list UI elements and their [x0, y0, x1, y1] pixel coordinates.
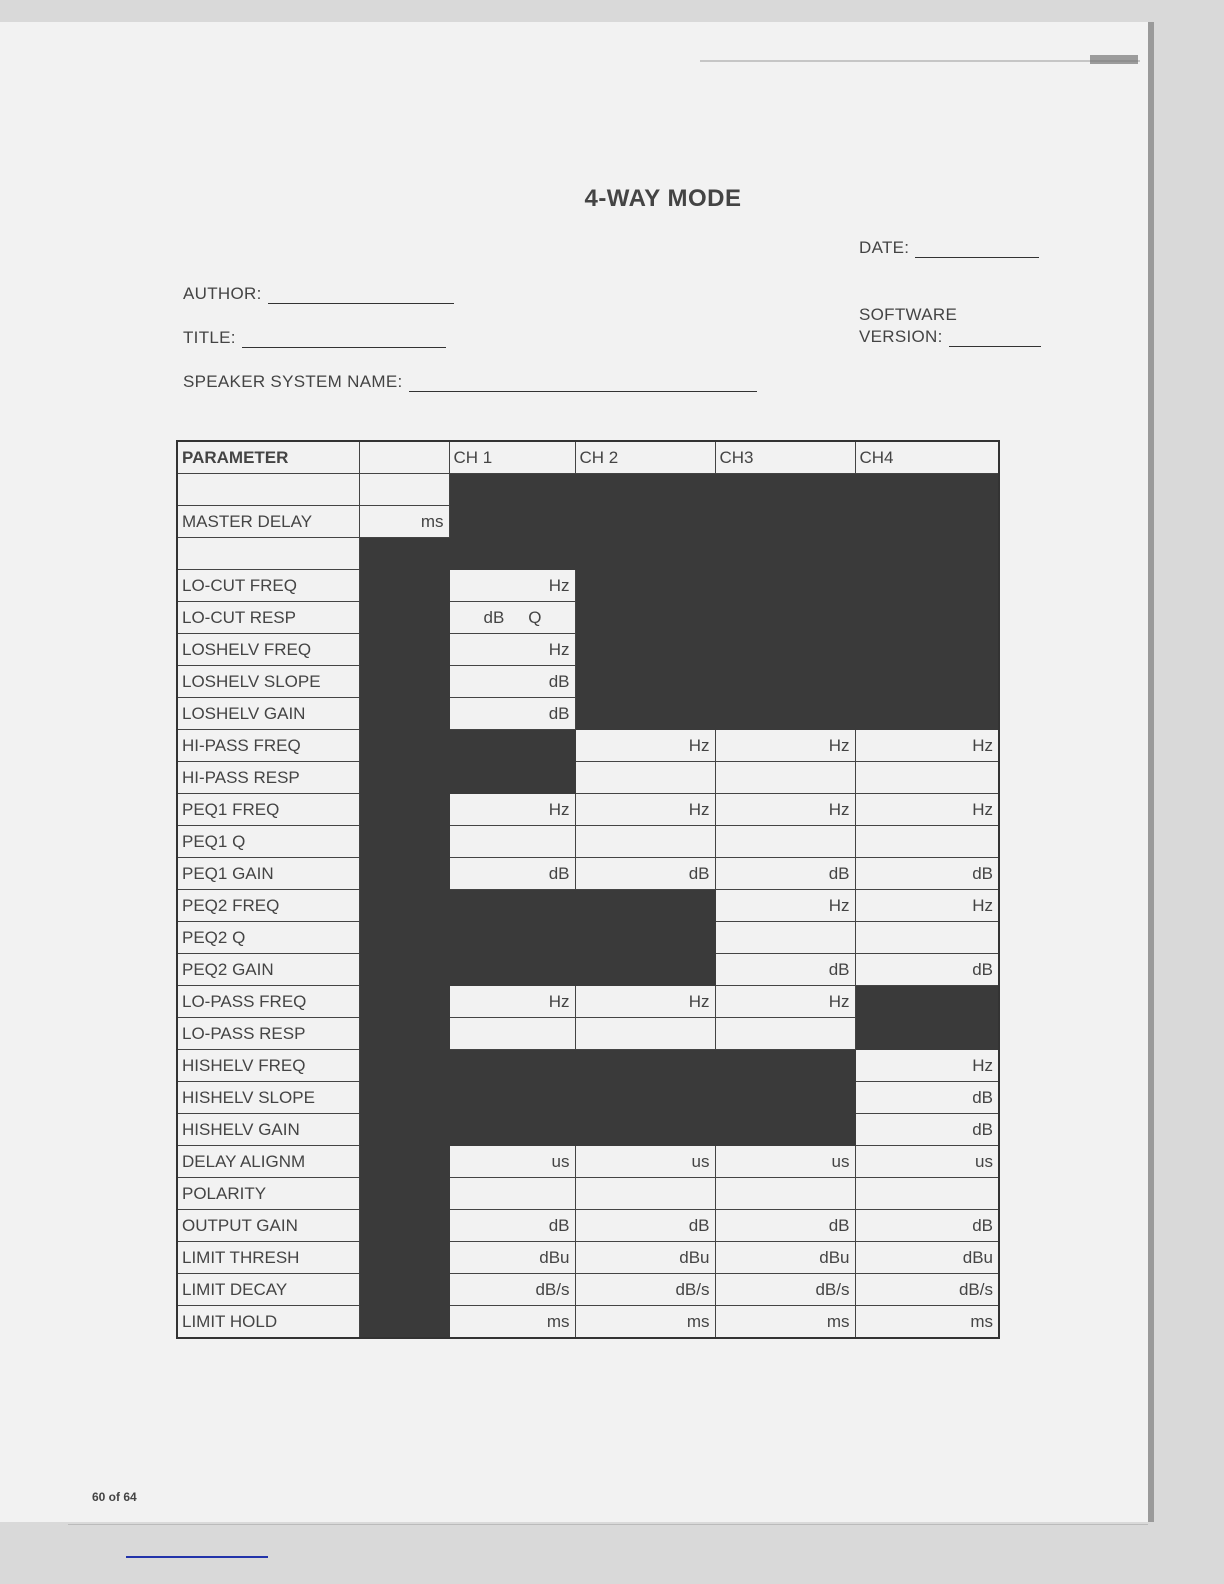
- ch3-cell-shaded: [715, 570, 855, 602]
- ch3-cell-shaded: [715, 1050, 855, 1082]
- parameter-label: LO-CUT RESP: [177, 602, 359, 634]
- page-title: 4-WAY MODE: [584, 185, 742, 212]
- unit-cell-shaded: [359, 922, 449, 954]
- parameter-label: LO-PASS FREQ: [177, 986, 359, 1018]
- parameter-label: LIMIT HOLD: [177, 1306, 359, 1339]
- unit-cell-shaded: [359, 666, 449, 698]
- header-ch3: CH3: [715, 441, 855, 474]
- ch4-cell[interactable]: dB: [855, 1210, 999, 1242]
- unit-cell-shaded: [359, 858, 449, 890]
- ch2-cell-shaded: [575, 890, 715, 922]
- parameter-label: LIMIT THRESH: [177, 1242, 359, 1274]
- table-row: [177, 794, 999, 826]
- ch2-cell[interactable]: [575, 1178, 715, 1210]
- ch4-cell[interactable]: Hz: [855, 794, 999, 826]
- parameter-label: HISHELV GAIN: [177, 1114, 359, 1146]
- ch3-cell-shaded: [715, 602, 855, 634]
- author-field: [183, 284, 454, 304]
- speaker-system-field: [183, 372, 757, 392]
- ch3-cell[interactable]: Hz: [715, 986, 855, 1018]
- ch3-cell[interactable]: dB: [715, 858, 855, 890]
- parameter-label: HISHELV SLOPE: [177, 1082, 359, 1114]
- ch2-cell-shaded: [575, 602, 715, 634]
- unit-cell-shaded: [359, 570, 449, 602]
- ch3-cell-shaded: [715, 666, 855, 698]
- unit-q: Q: [528, 607, 542, 627]
- ch4-cell-shaded: [855, 474, 999, 506]
- ch3-cell-shaded: [715, 474, 855, 506]
- unit-cell-shaded: [359, 1114, 449, 1146]
- ch2-cell[interactable]: dB: [575, 858, 715, 890]
- ch4-cell[interactable]: [855, 1178, 999, 1210]
- parameter-label: PEQ2 FREQ: [177, 890, 359, 922]
- ch4-cell-shaded: [855, 538, 999, 570]
- ch1-cell[interactable]: [449, 826, 575, 858]
- table-row: [177, 826, 999, 858]
- software-version-label: VERSION:: [859, 327, 943, 346]
- ch1-cell[interactable]: Hz: [449, 794, 575, 826]
- link-underline: [126, 1556, 268, 1558]
- ch3-cell[interactable]: dB/s: [715, 1274, 855, 1306]
- unit-db: dB: [483, 607, 505, 627]
- software-version-field: [859, 327, 1041, 347]
- ch3-cell-shaded: [715, 1082, 855, 1114]
- parameter-label: DELAY ALIGNM: [177, 1146, 359, 1178]
- ch4-cell[interactable]: Hz: [855, 890, 999, 922]
- header-ch2: CH 2: [575, 441, 715, 474]
- parameter-label: [177, 538, 359, 570]
- ch2-cell[interactable]: us: [575, 1146, 715, 1178]
- parameter-label: LOSHELV GAIN: [177, 698, 359, 730]
- parameter-label: LOSHELV SLOPE: [177, 666, 359, 698]
- parameter-label: LO-PASS RESP: [177, 1018, 359, 1050]
- ch1-cell-shaded: [449, 730, 575, 762]
- ch3-cell[interactable]: Hz: [715, 890, 855, 922]
- ch4-cell-shaded: [855, 634, 999, 666]
- table-row: [177, 474, 999, 506]
- ch1-cell-shaded: [449, 474, 575, 506]
- table-row: [177, 762, 999, 794]
- ch2-cell[interactable]: [575, 826, 715, 858]
- ch4-cell[interactable]: Hz: [855, 730, 999, 762]
- ch3-cell[interactable]: us: [715, 1146, 855, 1178]
- scan-artifact-mark: [1090, 55, 1138, 64]
- ch3-cell-shaded: [715, 538, 855, 570]
- software-version-input-line[interactable]: [949, 346, 1041, 347]
- parameter-label: PEQ1 GAIN: [177, 858, 359, 890]
- parameter-label: HISHELV FREQ: [177, 1050, 359, 1082]
- table-row: [177, 698, 999, 730]
- ch1-cell[interactable]: Hz: [449, 986, 575, 1018]
- ch1-cell-shaded: [449, 506, 575, 538]
- unit-cell[interactable]: [359, 474, 449, 506]
- author-input-line[interactable]: [268, 303, 454, 304]
- ch3-cell-shaded: [715, 634, 855, 666]
- table-row: [177, 1242, 999, 1274]
- ch4-cell-shaded: [855, 986, 999, 1018]
- ch4-cell-shaded: [855, 570, 999, 602]
- table-row: [177, 1306, 999, 1339]
- ch1-cell[interactable]: dB: [449, 666, 575, 698]
- date-field: [859, 238, 1039, 258]
- ch2-cell-shaded: [575, 666, 715, 698]
- ch3-cell[interactable]: [715, 1018, 855, 1050]
- header-unit: [359, 441, 449, 474]
- unit-cell[interactable]: ms: [359, 506, 449, 538]
- ch4-cell[interactable]: dB: [855, 1114, 999, 1146]
- ch1-cell-shaded: [449, 890, 575, 922]
- unit-cell-shaded: [359, 986, 449, 1018]
- parameter-label: MASTER DELAY: [177, 506, 359, 538]
- parameter-label: PEQ1 Q: [177, 826, 359, 858]
- ch2-cell-shaded: [575, 506, 715, 538]
- unit-cell-shaded: [359, 1018, 449, 1050]
- ch3-cell-shaded: [715, 506, 855, 538]
- ch4-cell[interactable]: ms: [855, 1306, 999, 1339]
- parameter-label: OUTPUT GAIN: [177, 1210, 359, 1242]
- unit-cell-shaded: [359, 698, 449, 730]
- table-row: [177, 1178, 999, 1210]
- table-row: [177, 602, 999, 634]
- table-row: [177, 954, 999, 986]
- ch3-cell[interactable]: [715, 1178, 855, 1210]
- table-row: [177, 666, 999, 698]
- ch4-cell[interactable]: dB: [855, 1082, 999, 1114]
- table-row: [177, 1146, 999, 1178]
- ch1-cell[interactable]: [449, 1018, 575, 1050]
- ch4-cell-shaded: [855, 1018, 999, 1050]
- ch2-cell-shaded: [575, 698, 715, 730]
- ch1-cell[interactable]: [449, 1178, 575, 1210]
- unit-cell-shaded: [359, 602, 449, 634]
- title-input-line[interactable]: [242, 347, 446, 348]
- ch1-cell-shaded: [449, 922, 575, 954]
- ch2-cell[interactable]: dBu: [575, 1242, 715, 1274]
- ch4-cell[interactable]: dB: [855, 858, 999, 890]
- table-row: [177, 890, 999, 922]
- table-row: [177, 922, 999, 954]
- unit-cell-shaded: [359, 1210, 449, 1242]
- speaker-system-label: SPEAKER SYSTEM NAME:: [183, 372, 403, 391]
- ch4-cell[interactable]: dB: [855, 954, 999, 986]
- table-row: [177, 538, 999, 570]
- ch3-cell[interactable]: ms: [715, 1306, 855, 1339]
- ch2-cell-shaded: [575, 634, 715, 666]
- divider: [68, 1524, 1148, 1525]
- header-ch1: CH 1: [449, 441, 575, 474]
- table-row: [177, 858, 999, 890]
- table-row: [177, 1274, 999, 1306]
- unit-cell-shaded: [359, 538, 449, 570]
- ch2-cell[interactable]: dB/s: [575, 1274, 715, 1306]
- software-label-top: SOFTWARE: [859, 305, 958, 324]
- ch2-cell[interactable]: [575, 1018, 715, 1050]
- ch1-cell[interactable]: us: [449, 1146, 575, 1178]
- ch2-cell[interactable]: [575, 762, 715, 794]
- ch4-cell[interactable]: [855, 762, 999, 794]
- scan-artifact: [700, 60, 1140, 62]
- parameter-label: HI-PASS FREQ: [177, 730, 359, 762]
- ch4-cell[interactable]: Hz: [855, 1050, 999, 1082]
- ch3-cell[interactable]: Hz: [715, 794, 855, 826]
- ch1-cell[interactable]: dB/s: [449, 1274, 575, 1306]
- parameter-label: PEQ2 Q: [177, 922, 359, 954]
- ch1-cell-shaded: [449, 1082, 575, 1114]
- parameter-label: LOSHELV FREQ: [177, 634, 359, 666]
- title-field: [183, 328, 446, 348]
- table-row: [177, 1018, 999, 1050]
- ch2-cell-shaded: [575, 1050, 715, 1082]
- ch2-cell[interactable]: Hz: [575, 794, 715, 826]
- ch2-cell-shaded: [575, 570, 715, 602]
- ch2-cell-shaded: [575, 538, 715, 570]
- unit-cell-shaded: [359, 762, 449, 794]
- unit-cell-shaded: [359, 794, 449, 826]
- unit-cell-shaded: [359, 730, 449, 762]
- table-row: [177, 730, 999, 762]
- ch2-cell-shaded: [575, 922, 715, 954]
- header-ch4: CH4: [855, 441, 999, 474]
- ch4-cell-shaded: [855, 666, 999, 698]
- ch1-cell-shaded: [449, 1114, 575, 1146]
- unit-cell-shaded: [359, 1178, 449, 1210]
- ch3-cell[interactable]: Hz: [715, 730, 855, 762]
- ch3-cell[interactable]: [715, 922, 855, 954]
- table-row: [177, 1114, 999, 1146]
- table-row: [177, 506, 999, 538]
- ch4-cell[interactable]: dBu: [855, 1242, 999, 1274]
- ch3-cell-shaded: [715, 1114, 855, 1146]
- ch2-cell-shaded: [575, 1114, 715, 1146]
- ch1-cell-shaded: [449, 762, 575, 794]
- unit-cell-shaded: [359, 826, 449, 858]
- table-row: [177, 1082, 999, 1114]
- ch4-cell[interactable]: [855, 826, 999, 858]
- parameter-label: HI-PASS RESP: [177, 762, 359, 794]
- parameter-label: POLARITY: [177, 1178, 359, 1210]
- date-label: DATE:: [859, 238, 910, 257]
- ch1-cell-shaded: [449, 538, 575, 570]
- ch1-cell[interactable]: dB: [449, 858, 575, 890]
- ch1-cell[interactable]: dBu: [449, 1242, 575, 1274]
- ch2-cell[interactable]: Hz: [575, 730, 715, 762]
- ch2-cell[interactable]: Hz: [575, 986, 715, 1018]
- title-label: TITLE:: [183, 328, 236, 347]
- table-row: [177, 1050, 999, 1082]
- table-row: [177, 1210, 999, 1242]
- ch4-cell-shaded: [855, 506, 999, 538]
- parameter-label: [177, 474, 359, 506]
- unit-cell-shaded: [359, 1274, 449, 1306]
- date-input-line[interactable]: [915, 257, 1039, 258]
- unit-cell-shaded: [359, 1050, 449, 1082]
- ch1-cell[interactable]: ms: [449, 1306, 575, 1339]
- ch4-cell[interactable]: us: [855, 1146, 999, 1178]
- table-row: [177, 634, 999, 666]
- table-header-row: [177, 441, 999, 474]
- author-label: AUTHOR:: [183, 284, 262, 303]
- parameter-label: PEQ2 GAIN: [177, 954, 359, 986]
- ch1-cell-shaded: [449, 1050, 575, 1082]
- ch3-cell[interactable]: [715, 826, 855, 858]
- unit-cell-shaded: [359, 1306, 449, 1339]
- unit-cell-shaded: [359, 634, 449, 666]
- page-number: 60 of 64: [92, 1490, 137, 1504]
- ch1-cell[interactable]: Hz: [449, 570, 575, 602]
- ch2-cell-shaded: [575, 474, 715, 506]
- table-row: [177, 570, 999, 602]
- ch1-cell[interactable]: [449, 602, 575, 634]
- ch3-cell[interactable]: dB: [715, 1210, 855, 1242]
- ch3-cell[interactable]: dB: [715, 954, 855, 986]
- ch3-cell[interactable]: [715, 762, 855, 794]
- parameter-label: PEQ1 FREQ: [177, 794, 359, 826]
- unit-cell-shaded: [359, 1146, 449, 1178]
- parameter-label: LO-CUT FREQ: [177, 570, 359, 602]
- ch1-cell[interactable]: dB: [449, 1210, 575, 1242]
- unit-cell-shaded: [359, 890, 449, 922]
- unit-cell-shaded: [359, 1242, 449, 1274]
- speaker-system-input-line[interactable]: [409, 391, 757, 392]
- ch1-cell[interactable]: dB: [449, 698, 575, 730]
- header-parameter: PARAMETER: [177, 441, 359, 474]
- ch3-cell-shaded: [715, 698, 855, 730]
- ch2-cell[interactable]: ms: [575, 1306, 715, 1339]
- resp-units: [454, 608, 570, 628]
- ch4-cell[interactable]: [855, 922, 999, 954]
- parameter-label: LIMIT DECAY: [177, 1274, 359, 1306]
- ch1-cell[interactable]: Hz: [449, 634, 575, 666]
- ch3-cell[interactable]: dBu: [715, 1242, 855, 1274]
- parameter-table: [176, 440, 1000, 1339]
- ch2-cell[interactable]: dB: [575, 1210, 715, 1242]
- table-row: [177, 986, 999, 1018]
- ch1-cell-shaded: [449, 954, 575, 986]
- unit-cell-shaded: [359, 1082, 449, 1114]
- ch4-cell-shaded: [855, 602, 999, 634]
- ch4-cell[interactable]: dB/s: [855, 1274, 999, 1306]
- unit-cell-shaded: [359, 954, 449, 986]
- ch2-cell-shaded: [575, 954, 715, 986]
- ch4-cell-shaded: [855, 698, 999, 730]
- ch2-cell-shaded: [575, 1082, 715, 1114]
